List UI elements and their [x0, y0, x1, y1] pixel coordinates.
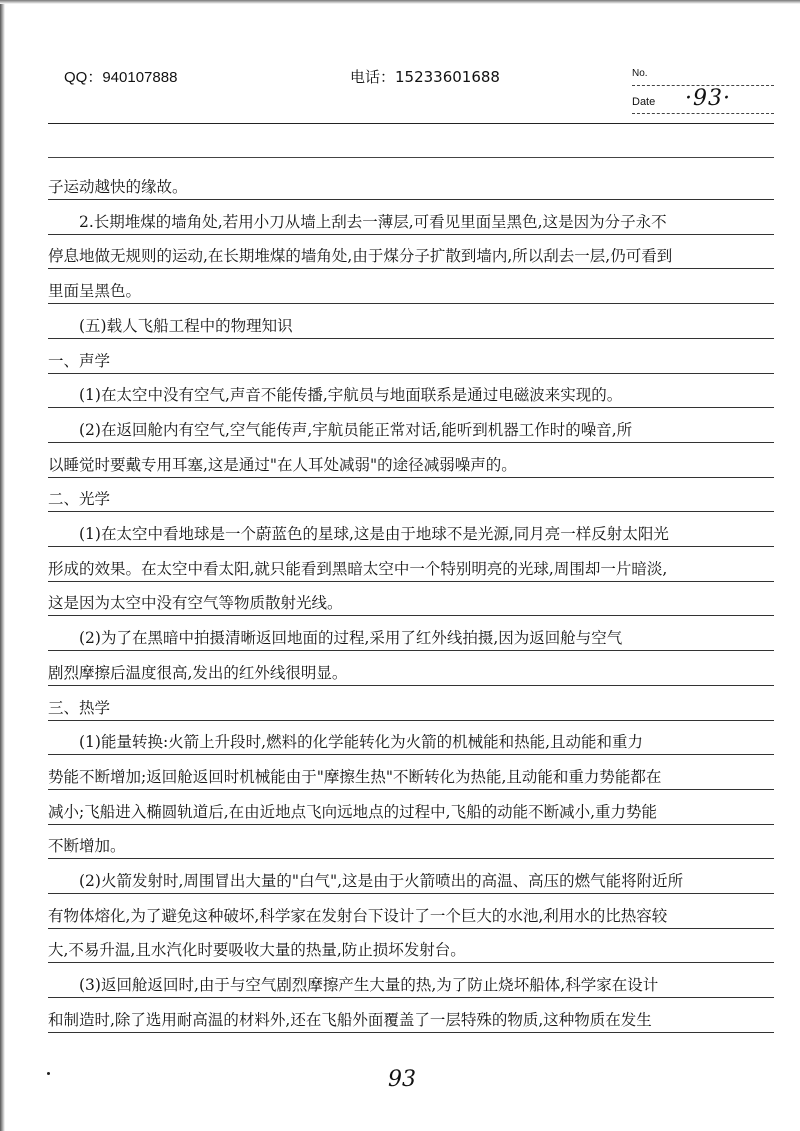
ruled-line [48, 511, 774, 512]
ruled-line [48, 442, 774, 443]
ruled-line [48, 685, 774, 686]
ruled-line [48, 407, 774, 408]
ruled-line [48, 373, 774, 374]
page-edge-shadow [0, 0, 5, 1131]
ruled-line [48, 303, 774, 304]
ruled-line [48, 268, 774, 269]
handwritten-line: 二、光学 [48, 490, 111, 509]
handwritten-line: 子运动越快的缘故。 [48, 178, 188, 196]
handwritten-line: 和制造时,除了选用耐高温的材料外,还在飞船外面覆盖了一层特殊的物质,这种物质在发生 [48, 1010, 652, 1029]
ruled-line [48, 581, 774, 582]
handwritten-line: 一、声学 [48, 351, 111, 370]
header-phone: 电话：15233601688 [350, 68, 500, 86]
handwritten-line: 这是因为太空中没有空气等物质散射光线。 [48, 594, 343, 613]
ruled-line [48, 893, 774, 894]
header-rule-secondary [48, 157, 774, 158]
handwritten-line: (1)能量转换:火箭上升段时,燃料的化学能转化为火箭的机械能和热能,且动能和重力 [48, 733, 644, 752]
ruled-line [48, 824, 774, 825]
handwritten-line: 以睡觉时要戴专用耳塞,这是通过"在人耳处减弱"的途径减弱噪声的。 [48, 455, 517, 474]
ruled-line [48, 997, 774, 998]
header-no-label: No. [632, 68, 648, 79]
handwritten-line: (2)为了在黑暗中拍摄清晰返回地面的过程,采用了红外线拍摄,因为返回舱与空气 [48, 629, 623, 648]
header-date-line [632, 113, 774, 114]
handwritten-line: 减小;飞船进入椭圆轨道后,在由近地点飞向远地点的过程中,飞船的动能不断减小,重力势能 [48, 802, 658, 821]
handwritten-line: 停息地做无规则的运动,在长期堆煤的墙角处,由于煤分子扩散到墙内,所以刮去一层,仍可看到 [48, 247, 673, 266]
ruled-line [48, 962, 774, 963]
ruled-line [48, 720, 774, 721]
header-rule [48, 123, 774, 124]
handwritten-line: (1)在太空中没有空气,声音不能传播,宇航员与地面联系是通过电磁波来实现的。 [48, 386, 623, 405]
handwritten-line: 三、热学 [48, 698, 111, 717]
ruled-line [48, 858, 774, 859]
ruled-line [48, 754, 774, 755]
handwritten-line: 剧烈摩擦后温度很高,发出的红外线很明显。 [48, 663, 348, 682]
handwritten-line: 大,不易升温,且水汽化时要吸收大量的热量,防止损坏发射台。 [48, 941, 466, 960]
margin-dot [47, 1072, 50, 1075]
handwritten-line: 形成的效果。在太空中看太阳,就只能看到黑暗太空中一个特别明亮的光球,周围却一片暗淡, [48, 559, 668, 578]
handwritten-line: 不断增加。 [48, 837, 126, 856]
header-qq: QQ：940107888 [64, 69, 178, 86]
ruled-line [48, 1032, 774, 1033]
handwritten-line: 有物体熔化,为了避免这种破坏,科学家在发射台下设计了一个巨大的水池,利用水的比热容较 [48, 906, 668, 925]
header-date-label: Date [632, 96, 656, 108]
handwritten-line: 势能不断增加;返回舱返回时机械能由于"摩擦生热"不断转化为热能,且动能和重力势能都在 [48, 767, 662, 786]
ruled-line [48, 650, 774, 651]
handwritten-line: (五)载人飞船工程中的物理知识 [48, 316, 293, 335]
ruled-line [48, 234, 774, 235]
handwritten-line: (2)在返回舱内有空气,空气能传声,宇航员能正常对话,能听到机器工作时的噪音,所 [48, 420, 633, 439]
handwritten-line: 2.长期堆煤的墙角处,若用小刀从墙上刮去一薄层,可看见里面呈黑色,这是因为分子永不 [48, 212, 667, 231]
ruled-line [48, 338, 774, 339]
ruled-line [48, 789, 774, 790]
ruled-line [48, 199, 774, 200]
handwritten-line: (3)返回舱返回时,由于与空气剧烈摩擦产生大量的热,为了防止烧坏船体,科学家在设计 [48, 976, 659, 995]
handwritten-line: (2)火箭发射时,周围冒出大量的"白气",这是由于火箭喷出的高温、高压的燃气能将附近所 [48, 872, 684, 890]
ruled-line [48, 477, 774, 478]
ruled-line [48, 928, 774, 929]
page-number: 93 [388, 1067, 416, 1092]
handwritten-line: (1)在太空中看地球是一个蔚蓝色的星球,这是由于地球不是光源,同月亮一样反射太阳光 [48, 525, 669, 543]
header-date-value: ·93· [685, 86, 731, 111]
page-top-edge [0, 0, 800, 4]
ruled-line [48, 546, 774, 547]
ruled-line [48, 615, 774, 616]
handwritten-line: 里面呈黑色。 [48, 282, 142, 301]
